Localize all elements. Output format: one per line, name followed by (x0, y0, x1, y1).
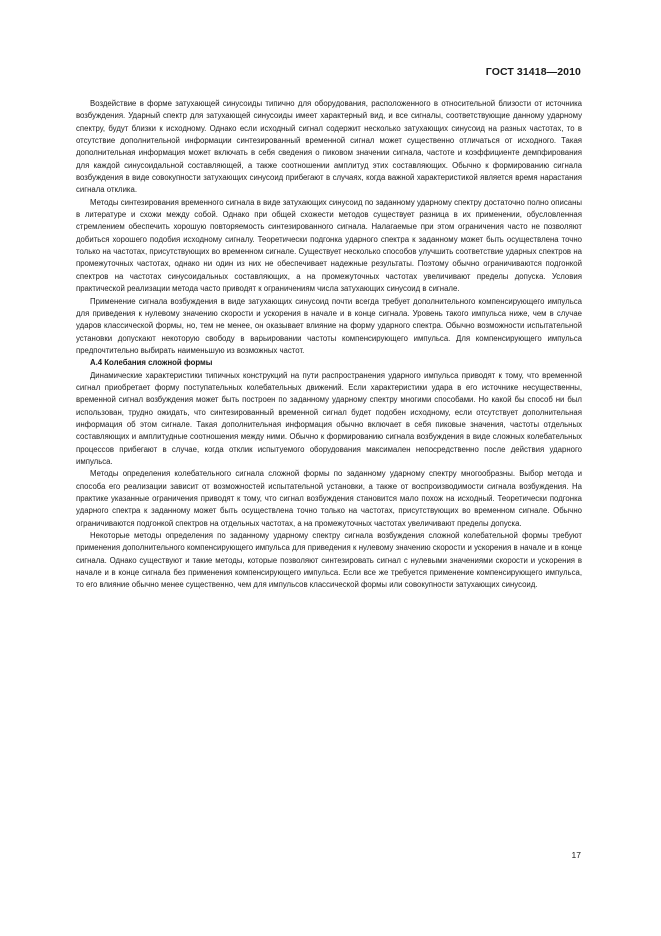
section-heading: А.4 Колебания сложной формы (90, 358, 213, 368)
paragraph: Методы определения колебательного сигнала сложной формы по заданному ударному спектру многообразны. Выбор метода и способа его реализации зависит от возможностей испытательной установки, а также от воспроизводимости сигнала возбуждения. На практике указанные ограничения приводят к тому, что сигнал возбуждения становится мало похож на исходный. Теоретически подгонка ударного спектра к заданному может быть осуществлена точно только на частотах, присутствующих во временном сигнале. Обычно ограничиваются подгонкой спектров на отдельных частотах, а на промежуточных частотах увеличивают пределы допуска. (76, 469, 582, 528)
paragraph: Динамические характеристики типичных конструкций на пути распространения ударного импульса приводят к тому, что временной сигнал приобретает форму поступательных колебательных движений. Если характеристики удара в его источнике несущественны, временной сигнал возбуждения может быть построен по заданному ударному спектру многими способами. Но какой бы способ ни был использован, трудно ожидать, что синтезированный временной сигнал будет подобен исходному, если отсутствует дополнительная информация об этом сигнале. Такая дополнительная информация обычно включает в себя пиковые значения, частоты отдельных составляющих и амплитудные соотношения между ними. Обычно к формированию сигнала возбуждения в виде сложных колебательных процессов прибегают в случае, когда отклик испытуемого оборудования максимален непосредственно после действия ударного импульса. (76, 370, 582, 466)
page-number: 17 (571, 850, 581, 860)
paragraph: Методы синтезирования временного сигнала в виде затухающих синусоид по заданному ударному спектру достаточно полно описаны в литературе и схожи между собой. Однако при общей схожести методов существует разница в их применении, обусловленная стремлением обеспечить хорошую повторяемость синтезированного сигнала. Налагаемые при этом ограничения часто не позволяют добиться хорошего подобия исходному сигналу. Теоретически подгонка ударного спектра к заданному может быть осуществлена точно только на частотах, присутствующих во временном сигнале. Существует несколько способов улучшить соответствие ударных спектров на промежуточных частотах, однако ни один из них не обеспечивает надежные результаты. Поэтому обычно ограничиваются подгонкой спектров на частотах синусоидальных составляющих, а на промежуточных частотах увеличивают пределы допуска. Условия практической реализации метода часто приводят к ограничениям числа затухающих синусоид в сигнале. (76, 197, 582, 294)
page-content (76, 98, 582, 592)
paragraph: Некоторые методы определения по заданному ударному спектру сигнала возбуждения сложной колебательной формы требуют применения дополнительного компенсирующего импульса для приведения к нулевому значению скорости и ускорения в начале и в конце сигнала. Однако существуют и такие методы, которые позволяют синтезировать сигнал с нулевыми значениями скорости и ускорения в начале и в конце сигнала без применения компенсирующего импульса. Если все же требуется применение компенсирующего импульса, то его влияние обычно менее существенно, чем для импульсов классической формы или совокупности затухающих синусоид. (76, 531, 582, 590)
paragraph: Применение сигнала возбуждения в виде затухающих синусоид почти всегда требует дополнительного компенсирующего импульса для приведения к нулевому значению скорости и ускорения в начале и в конце сигнала. Уровень такого импульса ниже, чем в случае ударов классической формы, но, тем не менее, он оказывает влияние на форму ударного спектра. Обычно возможности испытательной установки допускают некоторую свободу в варьировании частоты компенсирующего импульса. Для компенсирующего импульса предпочтительно выбирать наименьшую из возможных частот. (76, 296, 582, 355)
paragraph: Воздействие в форме затухающей синусоиды типично для оборудования, расположенного в относительной близости от источника возбуждения. Ударный спектр для затухающей синусоиды имеет характерный вид, и все сигналы, соответствующие данному ударному спектру, будут близки к исходному. Однако если исходный сигнал содержит несколько затухающих синусоид на разных частотах, то в отсутствие дополнительной информации синтезированный временной сигнал может существенно отличаться от исходного. Такая дополнительная информация может включать в себя сведения о пиковом значении сигнала, частоте и коэффициенте демпфирования для каждой синусоидальной составляющей, а также соотношении амплитуд этих составляющих. Обычно к формированию сигнала возбуждения в виде совокупности затухающих синусоид прибегают в случаях, когда важной характеристикой является время нарастания сигнала отклика. (76, 99, 582, 195)
document-code: ГОСТ 31418—2010 (485, 66, 581, 78)
